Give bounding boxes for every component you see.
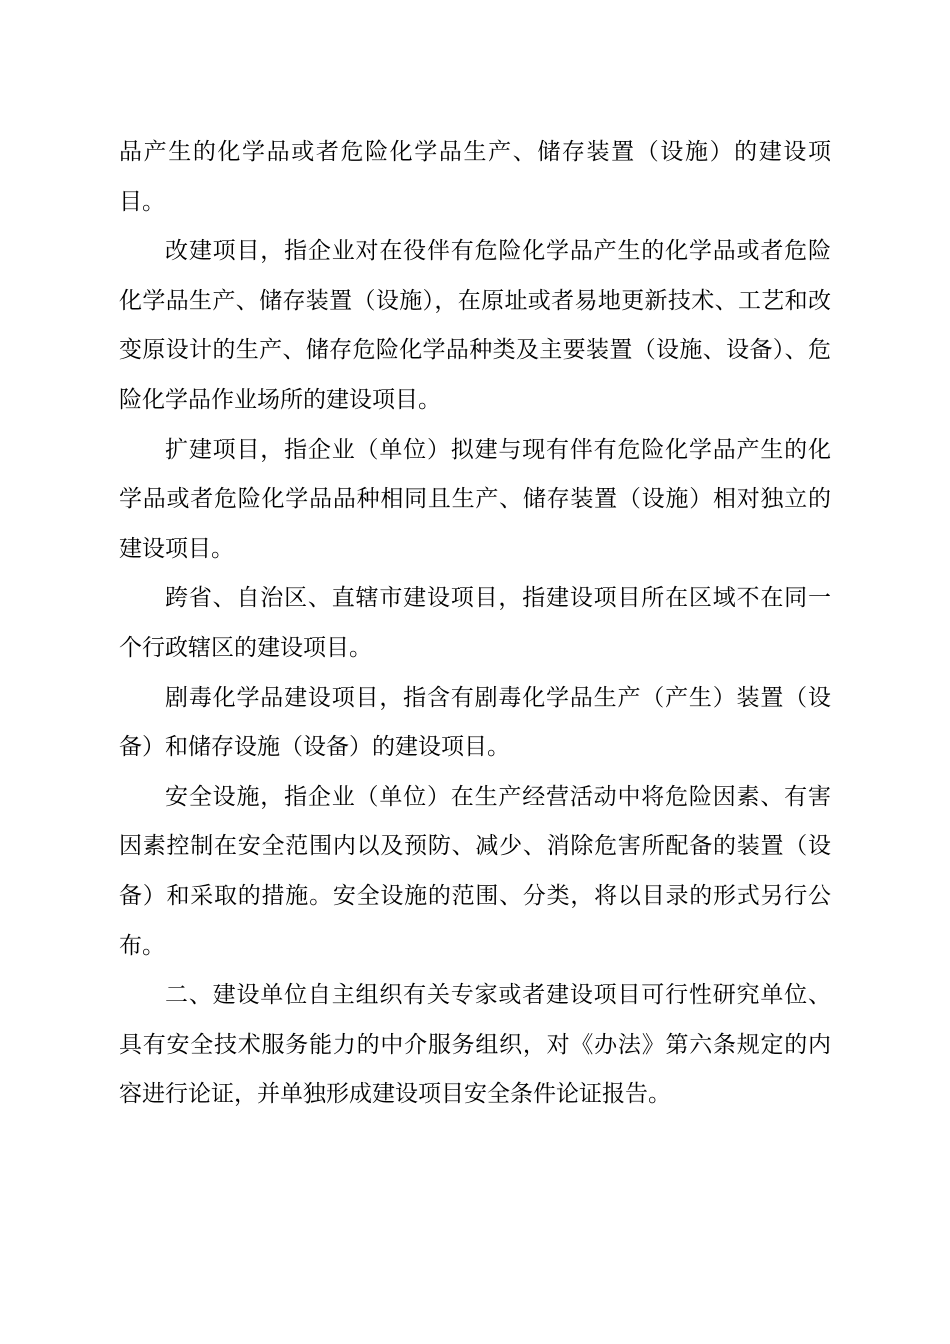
paragraph-continuation: 品产生的化学品或者危险化学品生产、储存装置（设施）的建设项目。 (119, 139, 831, 215)
document-page (119, 128, 831, 1120)
paragraph-cross-province-project: 跨省、自治区、直辖市建设项目，指建设项目所在区域不在同一个行政辖区的建设项目。 (119, 585, 831, 661)
paragraph-safety-facilities: 安全设施，指企业（单位）在生产经营活动中将危险因素、有害因素控制在安全范围内以及预防、减少、消除危害所配备的装置（设备）和采取的措施。安全设施的范围、分类，将以目录的形式另行公布。 (119, 783, 831, 959)
paragraph-reconstruction-project: 改建项目，指企业对在役伴有危险化学品产生的化学品或者危险化学品生产、储存装置（设施），在原址或者易地更新技术、工艺和改变原设计的生产、储存危险化学品种类及主要装置（设施、设备）、危险化学品作业场所的建设项目。 (119, 238, 831, 413)
paragraph-toxic-chemical-project: 剧毒化学品建设项目，指含有剧毒化学品生产（产生）装置（设备）和储存设施（设备）的建设项目。 (119, 684, 831, 761)
paragraph-expansion-project: 扩建项目，指企业（单位）拟建与现有伴有危险化学品产生的化学品或者危险化学品品种相同且生产、储存装置（设施）相对独立的建设项目。 (119, 436, 831, 562)
paragraph-section-two: 二、建设单位自主组织有关专家或者建设项目可行性研究单位、具有安全技术服务能力的中介服务组织，对《办法》第六条规定的内容进行论证，并单独形成建设项目安全条件论证报告。 (119, 982, 831, 1108)
